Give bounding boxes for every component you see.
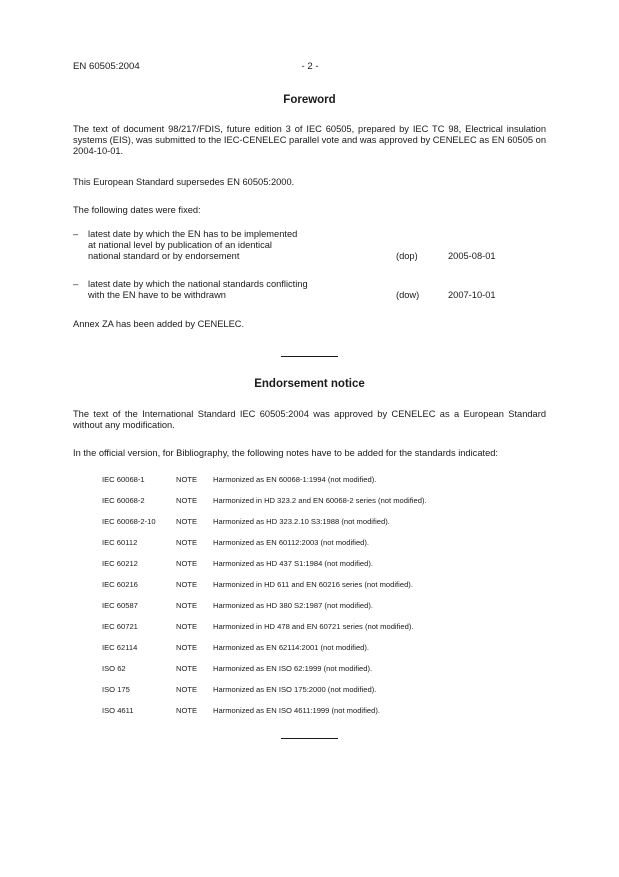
note-label: NOTE bbox=[176, 664, 198, 673]
date-value: 2005-08-01 bbox=[448, 251, 496, 261]
foreword-intro: The text of document 98/217/FDIS, future edition 3 of IEC 60505, prepared by IEC TC 98, Electrical insulation systems (EIS), was submitted to the IEC-CENELEC parallel vote and was approved by CENELEC as EN 60505 on 2004-10-01. bbox=[73, 124, 546, 156]
list-item-text bbox=[88, 279, 388, 301]
list-item bbox=[73, 229, 546, 263]
list-item-line: at national level by publication of an identical bbox=[88, 240, 272, 250]
foreword-dates-intro: The following dates were fixed: bbox=[73, 205, 201, 215]
list-item-line: national standard or by endorsement bbox=[88, 251, 240, 261]
note-standard: IEC 60068-1 bbox=[102, 475, 145, 484]
list-item-line: with the EN have to be withdrawn bbox=[88, 290, 226, 300]
date-abbreviation: (dow) bbox=[396, 290, 420, 300]
note-standard: IEC 60212 bbox=[102, 559, 138, 568]
table-row bbox=[102, 705, 522, 717]
note-text: Harmonized in HD 478 and EN 60721 series (not modified). bbox=[213, 622, 414, 631]
date-value: 2007-10-01 bbox=[448, 290, 496, 300]
table-row bbox=[102, 516, 522, 528]
note-standard: ISO 175 bbox=[102, 685, 130, 694]
list-item-line: latest date by which the EN has to be implemented bbox=[88, 229, 298, 239]
note-text: Harmonized in HD 323.2 and EN 60068-2 series (not modified). bbox=[213, 496, 427, 505]
table-row bbox=[102, 684, 522, 696]
list-dash: – bbox=[73, 279, 79, 289]
note-standard: IEC 60587 bbox=[102, 601, 138, 610]
table-row bbox=[102, 621, 522, 633]
table-row bbox=[102, 495, 522, 507]
header-doc-id: EN 60505:2004 bbox=[73, 61, 140, 72]
note-label: NOTE bbox=[176, 643, 198, 652]
note-text: Harmonized as EN 60112:2003 (not modified). bbox=[213, 538, 370, 547]
header-page-number: - 2 - bbox=[301, 61, 319, 72]
note-label: NOTE bbox=[176, 496, 198, 505]
table-row bbox=[102, 537, 522, 549]
note-label: NOTE bbox=[176, 559, 198, 568]
note-label: NOTE bbox=[176, 517, 198, 526]
note-standard: IEC 62114 bbox=[102, 643, 138, 652]
note-text: Harmonized as HD 380 S2:1987 (not modified). bbox=[213, 601, 373, 610]
bibliography-intro: In the official version, for Bibliography, the following notes have to be added for the standards indicated: bbox=[73, 448, 498, 458]
table-row bbox=[102, 600, 522, 612]
note-standard: ISO 62 bbox=[102, 664, 126, 673]
list-item-line: latest date by which the national standards conflicting bbox=[88, 279, 308, 289]
list-dash: – bbox=[73, 229, 79, 239]
section-divider bbox=[281, 356, 338, 357]
table-row bbox=[102, 579, 522, 591]
note-label: NOTE bbox=[176, 538, 198, 547]
note-text: Harmonized as HD 437 S1:1984 (not modified). bbox=[213, 559, 373, 568]
note-label: NOTE bbox=[176, 601, 198, 610]
endorsement-intro: The text of the International Standard IEC 60505:2004 was approved by CENELEC as a European Standard without any modification. bbox=[73, 409, 546, 430]
endorsement-title: Endorsement notice bbox=[254, 378, 365, 390]
table-row bbox=[102, 558, 522, 570]
note-label: NOTE bbox=[176, 622, 198, 631]
note-text: Harmonized in HD 611 and EN 60216 series (not modified). bbox=[213, 580, 413, 589]
note-label: NOTE bbox=[176, 685, 198, 694]
note-standard: IEC 60068-2-10 bbox=[102, 517, 156, 526]
foreword-annex: Annex ZA has been added by CENELEC. bbox=[73, 319, 245, 329]
note-label: NOTE bbox=[176, 706, 198, 715]
date-abbreviation: (dop) bbox=[396, 251, 418, 261]
note-text: Harmonized as EN ISO 62:1999 (not modified). bbox=[213, 664, 373, 673]
list-item-text bbox=[88, 229, 388, 262]
foreword-supersedes: This European Standard supersedes EN 60505:2000. bbox=[73, 177, 295, 187]
note-text: Harmonized as EN ISO 175:2000 (not modified). bbox=[213, 685, 377, 694]
table-row bbox=[102, 474, 522, 486]
note-standard: IEC 60068-2 bbox=[102, 496, 145, 505]
table-row bbox=[102, 663, 522, 675]
note-text: Harmonized as EN ISO 4611:1999 (not modified). bbox=[213, 706, 381, 715]
note-label: NOTE bbox=[176, 475, 198, 484]
note-text: Harmonized as HD 323.2.10 S3:1988 (not modified). bbox=[213, 517, 390, 526]
note-text: Harmonized as EN 62114:2001 (not modified). bbox=[213, 643, 370, 652]
table-row bbox=[102, 642, 522, 654]
note-standard: ISO 4611 bbox=[102, 706, 134, 715]
note-standard: IEC 60112 bbox=[102, 538, 138, 547]
note-text: Harmonized as EN 60068-1:1994 (not modified). bbox=[213, 475, 377, 484]
note-label: NOTE bbox=[176, 580, 198, 589]
foreword-title: Foreword bbox=[283, 94, 336, 106]
note-standard: IEC 60721 bbox=[102, 622, 138, 631]
note-standard: IEC 60216 bbox=[102, 580, 138, 589]
list-item bbox=[73, 279, 546, 302]
section-divider bbox=[281, 738, 338, 739]
